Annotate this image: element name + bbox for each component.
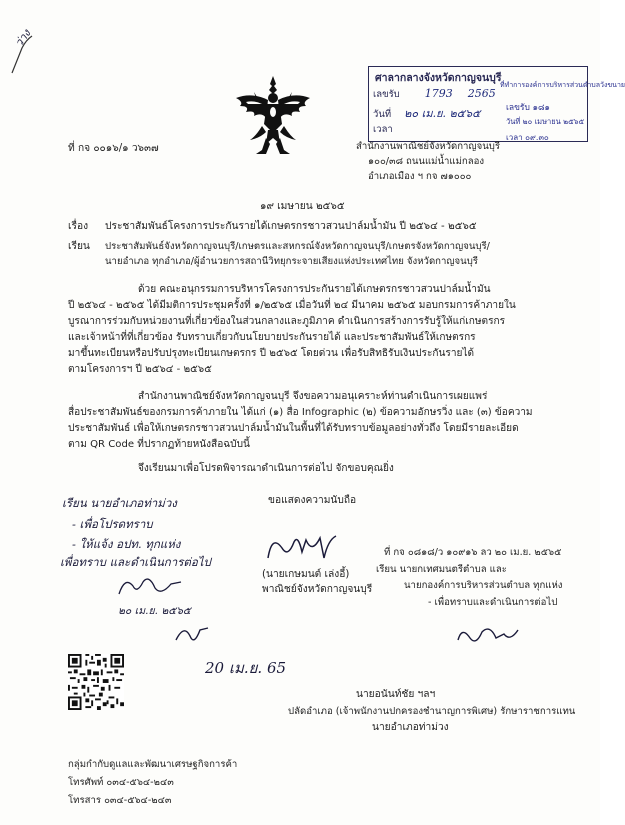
subject-label: เรื่อง — [68, 221, 89, 232]
handwritten-note-line2: - เพื่อโปรดทราบ — [72, 517, 153, 531]
to-line2: นายอำเภอ ทุกอำเภอ/ผู้อำนวยการสถานีวิทยุกระจายเสียงแห่งประเทศไทย จังหวัดกาญจนบุรี — [105, 256, 478, 267]
stamp-time-label: เวลา — [373, 124, 393, 135]
para2-line: สำนักงานพาณิชย์จังหวัดกาญจนบุรี จึงขอความอนุเคราะห์ท่านดำเนินการเผยแพร่ — [138, 391, 488, 402]
side-stamp-3: วันที่ ๒๐ เมษายน ๒๕๖๕ — [506, 117, 585, 126]
district-signature — [452, 620, 524, 652]
closing-text: จึงเรียนมาเพื่อโปรดพิจารณาดำเนินการต่อไป จักขอบคุณยิ่ง — [138, 463, 394, 474]
stamp-title: ศาลากลางจังหวัดกาญจนบุรี — [375, 72, 502, 84]
signer-title: พาณิชย์จังหวัดกาญจนบุรี — [262, 584, 373, 595]
handwritten-note-line3: - ให้แจ้ง อปท. ทุกแห่ง — [72, 537, 181, 551]
document-date: ๑๙ เมษายน ๒๕๖๕ — [260, 201, 345, 212]
signer-name: (นายเกษมนต์ เล่งอี้) — [262, 569, 350, 580]
footer-fax: โทรสาร ๐๓๔-๕๖๔-๒๔๓ — [68, 795, 172, 806]
to-label: เรียน — [68, 241, 90, 252]
stamp-receipt-year: 2565 — [467, 87, 496, 100]
side-stamp-2: เลขรับ ๑๘๑ — [506, 103, 550, 113]
margin-note: ว่าง — [12, 27, 34, 50]
para1-line: มาขึ้นทะเบียนหรือปรับปรุงทะเบียนเกษตรกร ปี ๒๕๖๕ โดยด่วน เพื่อรับสิทธิรับเงินประกันรายได้ — [68, 348, 475, 359]
receipt-stamp — [368, 66, 588, 142]
subject-text: ประชาสัมพันธ์โครงการประกันรายได้เกษตรกรชาวสวนปาล์มน้ำมัน ปี ๒๕๖๔ - ๒๕๖๕ — [105, 221, 477, 232]
handwritten-sign-date: ๒๐ เม.ย. ๒๕๖๕ — [118, 605, 191, 617]
handwritten-note-line1: เรียน นายอำเภอท่าม่วง — [62, 496, 177, 510]
handwritten-date-big: 20 เม.ย. 65 — [205, 659, 287, 677]
district-ref: ที่ กจ ๐๘๑๘/ว ๑๐๙๑๖ ลว ๒๐ เม.ย. ๒๕๖๕ — [384, 547, 562, 558]
officer-name: นายอนันท์ชัย ฯลฯ — [356, 689, 436, 700]
footer-department: กลุ่มกำกับดูแลและพัฒนาเศรษฐกิจการค้า — [68, 759, 238, 770]
officer-title: ปลัดอำเภอ (เจ้าพนักงานปกครองชำนาญการพิเศษ) รักษาราชการแทน — [288, 706, 576, 717]
stamp-receipt-no: 1793 — [424, 87, 453, 100]
stamp-date-value: ๒๐ เม.ย. ๒๕๖๕ — [404, 107, 481, 120]
district-to: เรียน นายกเทศมนตรีตำบล และ — [376, 564, 507, 575]
margin-scribble — [8, 28, 48, 78]
stamp-receipt-label: เลขรับ — [373, 89, 400, 100]
document-number: ที่ กจ ๐๐๑๖/๑ ว๖๓๗ — [68, 143, 159, 154]
qr-code-icon[interactable] — [68, 654, 124, 710]
para1-line: และเจ้าหน้าที่ที่เกี่ยวข้อง รับทราบเกี่ยวกับนโยบายประกันรายได้ และประชาสัมพันธ์ให้เกษตรกร — [68, 332, 476, 343]
district-purpose: - เพื่อทราบและดำเนินการต่อไป — [428, 597, 558, 608]
handwritten-signature-left — [115, 572, 185, 600]
sender-address-line1: สำนักงานพาณิชย์จังหวัดกาญจนบุรี — [356, 141, 501, 152]
para1-line: ปี ๒๕๖๔ - ๒๕๖๕ ได้มีมติการประชุมครั้งที่ ๑/๒๕๖๕ เมื่อวันที่ ๒๔ มีนาคม ๒๕๖๕ มอบกรมการค้าภายใน — [68, 300, 516, 311]
side-stamp-1: ที่ทำการองค์การบริหารส่วนตำบลวังขนาย — [500, 81, 625, 89]
handwritten-note-line4: เพื่อทราบ และดำเนินการต่อไป — [60, 555, 211, 569]
officer-title2: นายอำเภอท่าม่วง — [372, 722, 449, 733]
stamp-date-label: วันที่ — [373, 109, 392, 120]
regards-text: ขอแสดงความนับถือ — [268, 495, 357, 506]
signer-signature — [262, 528, 352, 568]
para1-line: บูรณาการร่วมกับหน่วยงานที่เกี่ยวข้องในส่วนกลางและภูมิภาค ดำเนินการสร้างการรับรู้ให้แก่เกษตรกร — [68, 316, 506, 327]
sender-address-line2: ๑๐๐/๓๘ ถนนแม่น้ำแม่กลอง — [368, 156, 485, 167]
sender-address-line3: อำเภอเมือง ฯ กจ ๗๑๐๐๐ — [368, 171, 472, 182]
para2-line: ประชาสัมพันธ์ เพื่อให้เกษตรกรชาวสวนปาล์มน้ำมันในพื้นที่ได้รับทราบข้อมูลอย่างทั่วถึง โดยมีรายละเอียด — [68, 423, 519, 434]
garuda-emblem-icon — [232, 74, 314, 158]
para1-line: ตามโครงการฯ ปี ๒๕๖๔ - ๒๕๖๕ — [68, 364, 212, 375]
to-line1: ประชาสัมพันธ์จังหวัดกาญจนบุรี/เกษตรและสหกรณ์จังหวัดกาญจนบุรี/เกษตรจังหวัดกาญจนบุรี/ — [105, 241, 490, 252]
handwritten-initial — [172, 622, 212, 650]
para2-line: ตาม QR Code ที่ปรากฏท้ายหนังสือฉบับนี้ — [68, 439, 250, 450]
side-stamp-4: เวลา ๐๙.๓๐ — [506, 133, 549, 142]
para2-line: สื่อประชาสัมพันธ์ของกรมการค้าภายใน ได้แก่ (๑) สื่อ Infographic (๒) ข้อความอักษรวิ่ง และ (๓) ข้อความ — [68, 407, 533, 418]
district-to2: นายกองค์การบริหารส่วนตำบล ทุกแห่ง — [404, 580, 563, 591]
para1-line: ด้วย คณะอนุกรรมการบริหารโครงการประกันรายได้เกษตรกรชาวสวนปาล์มน้ำมัน — [138, 284, 491, 295]
footer-phone: โทรศัพท์ ๐๓๔-๕๖๔-๒๔๓ — [68, 777, 174, 788]
